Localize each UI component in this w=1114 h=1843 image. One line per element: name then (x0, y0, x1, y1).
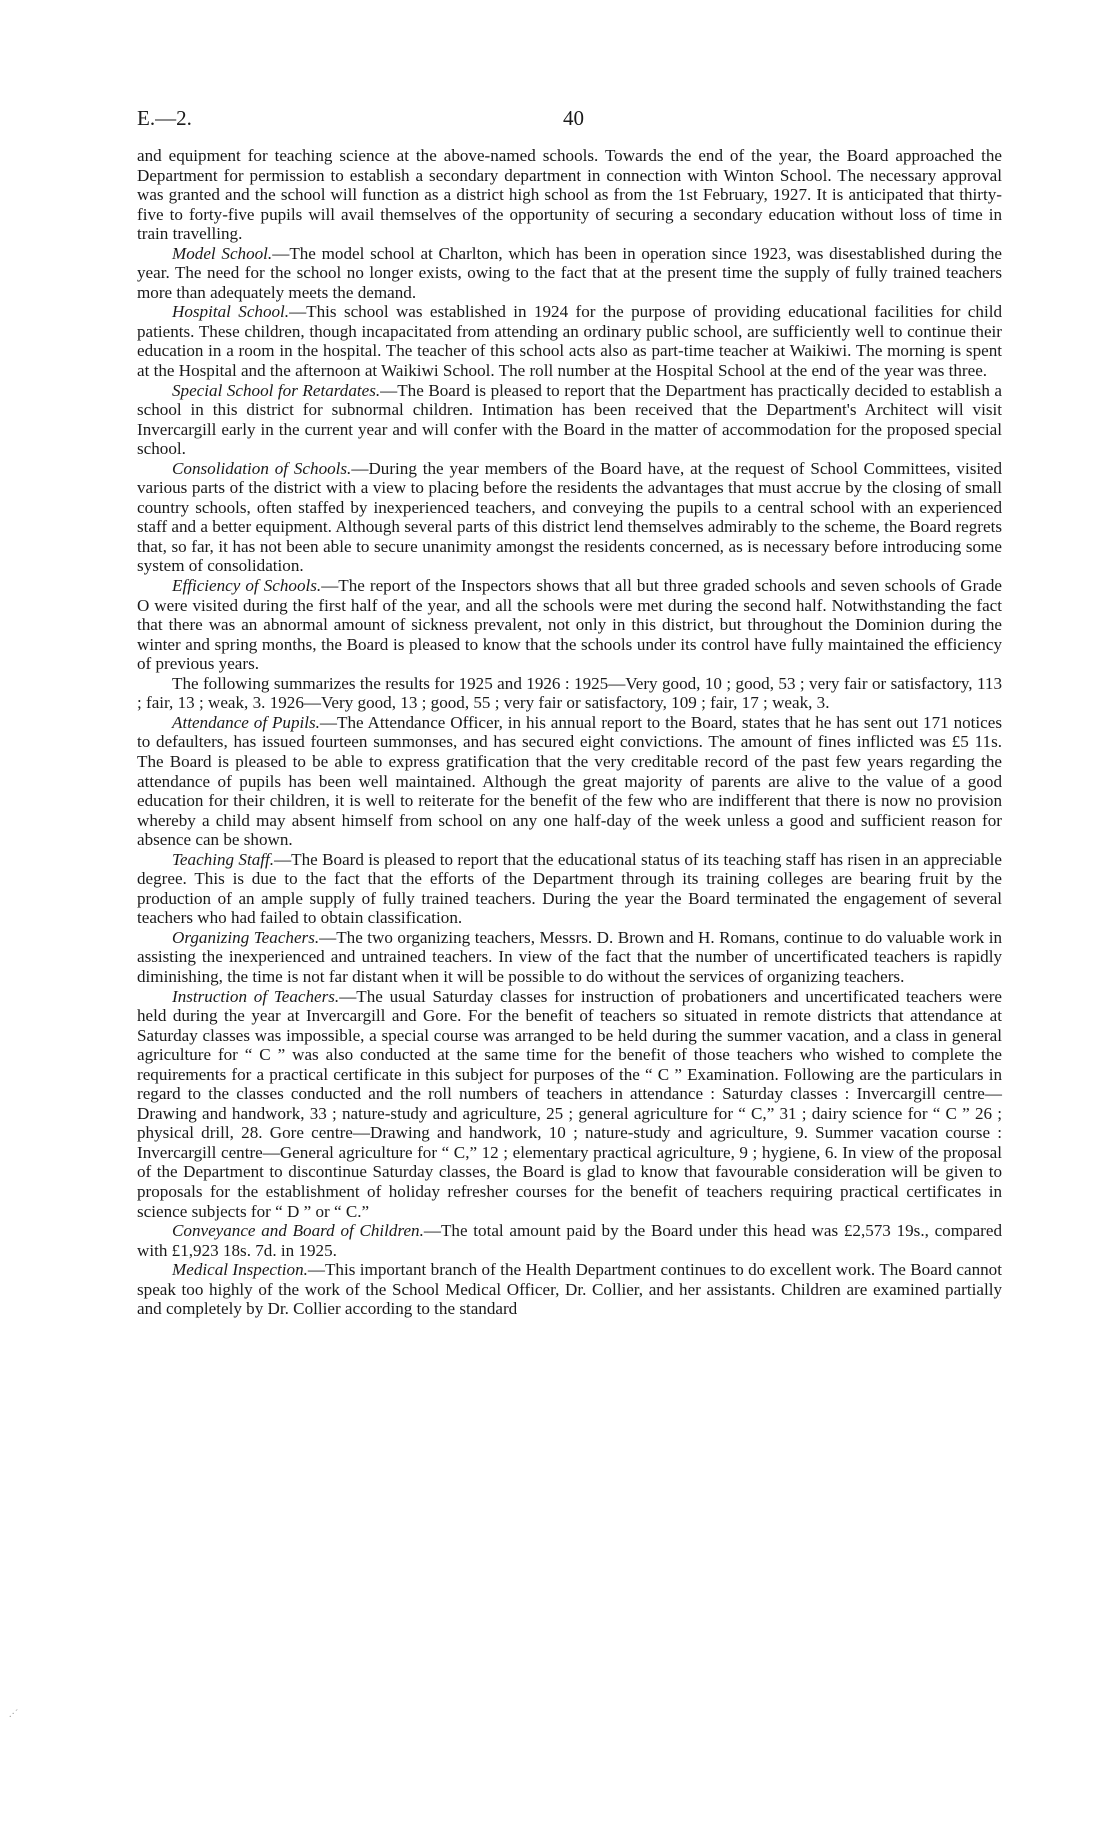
scan-artifact: .·´ (9, 1709, 19, 1720)
paragraph-text: —The usual Saturday classes for instruction of probationers and uncertificated teachers were held during the year at Invercargill and Gore. For the benefit of teachers so situated in remote districts that attendance at Saturday classes was impossible, a special course was arranged to be held during the summer vacation, and a class in general agriculture for “ C ” was also conducted at the same time for the benefit of those teachers who wished to complete the requirements for a practical certificate in this subject for purposes of the “ C ” Examination. Following are the particulars in regard to the classes conducted and the roll numbers of teachers in attendance : Saturday classes : Invercargill centre—Drawing and handwork, 33 ; nature-study and agriculture, 25 ; general agriculture for “ C,” 31 ; dairy science for “ C ” 26 ; physical drill, 28. Gore centre—Drawing and handwork, 10 ; nature-study and agriculture, 9. Summer vacation course : Invercargill centre—General agriculture for “ C,” 12 ; elementary practical agriculture, 9 ; hygiene, 6. In view of the proposal of the Department to discontinue Saturday classes, the Board is glad to know that favourable consideration will be given to proposals for the establishment of holiday refresher courses for the benefit of teachers requiring practical certificates in science subjects for “ D ” or “ C.” (137, 986, 1002, 1221)
section-heading: Hospital School. (172, 302, 290, 322)
section-heading: Attendance of Pupils. (172, 712, 320, 732)
page-number: 40 (563, 106, 584, 130)
paragraph (137, 302, 1002, 380)
paragraph (137, 244, 1002, 303)
section-heading: Organizing Teachers. (172, 927, 320, 947)
paragraph-text: —The Board is pleased to report that the educational status of its teaching staff has risen in an appreciable degree. This is due to the fact that the efforts of the Department through its training colleges are bearing fruit by the production of an ample supply of fully trained teachers. During the year the Board terminated the engagement of several teachers who had failed to obtain classification. (137, 849, 1003, 928)
paragraph (137, 928, 1002, 987)
paragraph-text: —During the year members of the Board have, at the request of School Committees, visited various parts of the district with a view to placing before the residents the advantages that must accrue by the closing of small country schools, often staffed by inexperienced teachers, and conveying the pupils to a central school with an experienced staff and a better equipment. Although several parts of this district lend themselves admirably to the scheme, the Board regrets that, so far, it has not been able to secure unanimity amongst the residents concerned, as is necessary before introducing some system of consolidation. (137, 458, 1003, 576)
paragraph-text: —The total amount paid by the Board under this head was £2,573 19s., compared with £1,923 18s. 7d. in 1925. (137, 1221, 1002, 1260)
section-heading: Conveyance and Board of Children. (172, 1221, 424, 1241)
section-heading: Special School for Retardates. (172, 380, 381, 400)
section-heading: Consolidation of Schools. (172, 458, 352, 478)
paragraph-text: and equipment for teaching science at the above-named schools. Towards the end of the year, the Board approached the Department for permission to establish a secondary department in connection with Winton School. The necessary approval was granted and the school will function as a district high school as from the 1st February, 1927. It is anticipated that thirty-five to forty-five pupils will avail themselves of the opportunity of securing a secondary education without loss of time in train travelling. (137, 146, 1002, 244)
page-header (137, 106, 1002, 146)
paragraph-text: —The two organizing teachers, Messrs. D. Brown and H. Romans, continue to do valuable work in assisting the inexperienced and untrained teachers. In view of the fact that the number of uncertificated teachers is rapidly diminishing, the time is not far distant when it will be possible to do without the services of organizing teachers. (137, 927, 1002, 986)
series-reference: E.—2. (137, 106, 192, 130)
paragraph (137, 987, 1002, 1222)
paragraph (137, 146, 1002, 244)
section-heading: Instruction of Teachers. (172, 986, 340, 1006)
paragraph (137, 381, 1002, 459)
section-heading: Medical Inspection. (172, 1260, 308, 1280)
paragraph-text: —This school was established in 1924 for the purpose of providing educational facilities for child patients. These children, though incapacitated from attending an ordinary public school, are sufficiently well to continue their education in a room in the hospital. The teacher of this school acts also as part-time teacher at Waikiwi. The morning is spent at the Hospital and the afternoon at Waikiwi School. The roll number at the Hospital School at the end of the year was three. (137, 302, 1002, 381)
paragraph (137, 674, 1002, 713)
paragraph (137, 713, 1002, 850)
paragraph (137, 576, 1002, 674)
paragraph (137, 459, 1002, 576)
section-heading: Efficiency of Schools. (172, 576, 322, 596)
document-page (137, 106, 1002, 1319)
paragraph (137, 850, 1002, 928)
section-heading: Model School. (172, 243, 273, 263)
section-heading: Teaching Staff. (172, 849, 275, 869)
paragraph-text: —The report of the Inspectors shows that all but three graded schools and seven schools of Grade O were visited during the first half of the year, and all the schools were met during the second half. Notwithstanding the fact that there was an abnormal amount of sickness prevalent, not only in this district, but throughout the Dominion during the winter and spring months, the Board is pleased to know that the schools under its control have fully maintained the efficiency of previous years. (137, 576, 1002, 674)
paragraph (137, 1260, 1002, 1319)
paragraph-text: —The model school at Charlton, which has been in operation since 1923, was disestablished during the year. The need for the school no longer exists, owing to the fact that at the present time the supply of fully trained teachers more than adequately meets the demand. (137, 243, 1002, 302)
paragraph-text: The following summarizes the results for 1925 and 1926 : 1925—Very good, 10 ; good, 53 ; very fair or satisfactory, 113 ; fair, 13 ; weak, 3. 1926—Very good, 13 ; good, 55 ; very fair or satisfactory, 109 ; fair, 17 ; weak, 3. (137, 673, 1002, 713)
document-body (137, 146, 1002, 1319)
paragraph (137, 1221, 1002, 1260)
paragraph-text: —The Board is pleased to report that the Department has practically decided to establish a school in this district for subnormal children. Intimation has been received that the Department's Architect will visit Invercargill early in the current year and will confer with the Board in the matter of accommodation for the proposed special school. (137, 380, 1003, 459)
paragraph-text: —This important branch of the Health Department continues to do excellent work. The Board cannot speak too highly of the work of the School Medical Officer, Dr. Collier, and her assistants. Children are examined partially and completely by Dr. Collier according to the standard (137, 1260, 1002, 1319)
paragraph-text: —The Attendance Officer, in his annual report to the Board, states that he has sent out 171 notices to defaulters, has issued fourteen summonses, and has secured eight convictions. The amount of fines inflicted was £5 11s. The Board is pleased to be able to express gratification that the very creditable record of the past few years regarding the attendance of pupils has been well maintained. Although the great majority of parents are alive to the value of a good education for their children, it is well to reiterate for the benefit of the few who are indifferent that there is now no provision whereby a child may absent himself from school on any one half-day of the week unless a good and sufficient reason for absence can be shown. (137, 712, 1002, 850)
